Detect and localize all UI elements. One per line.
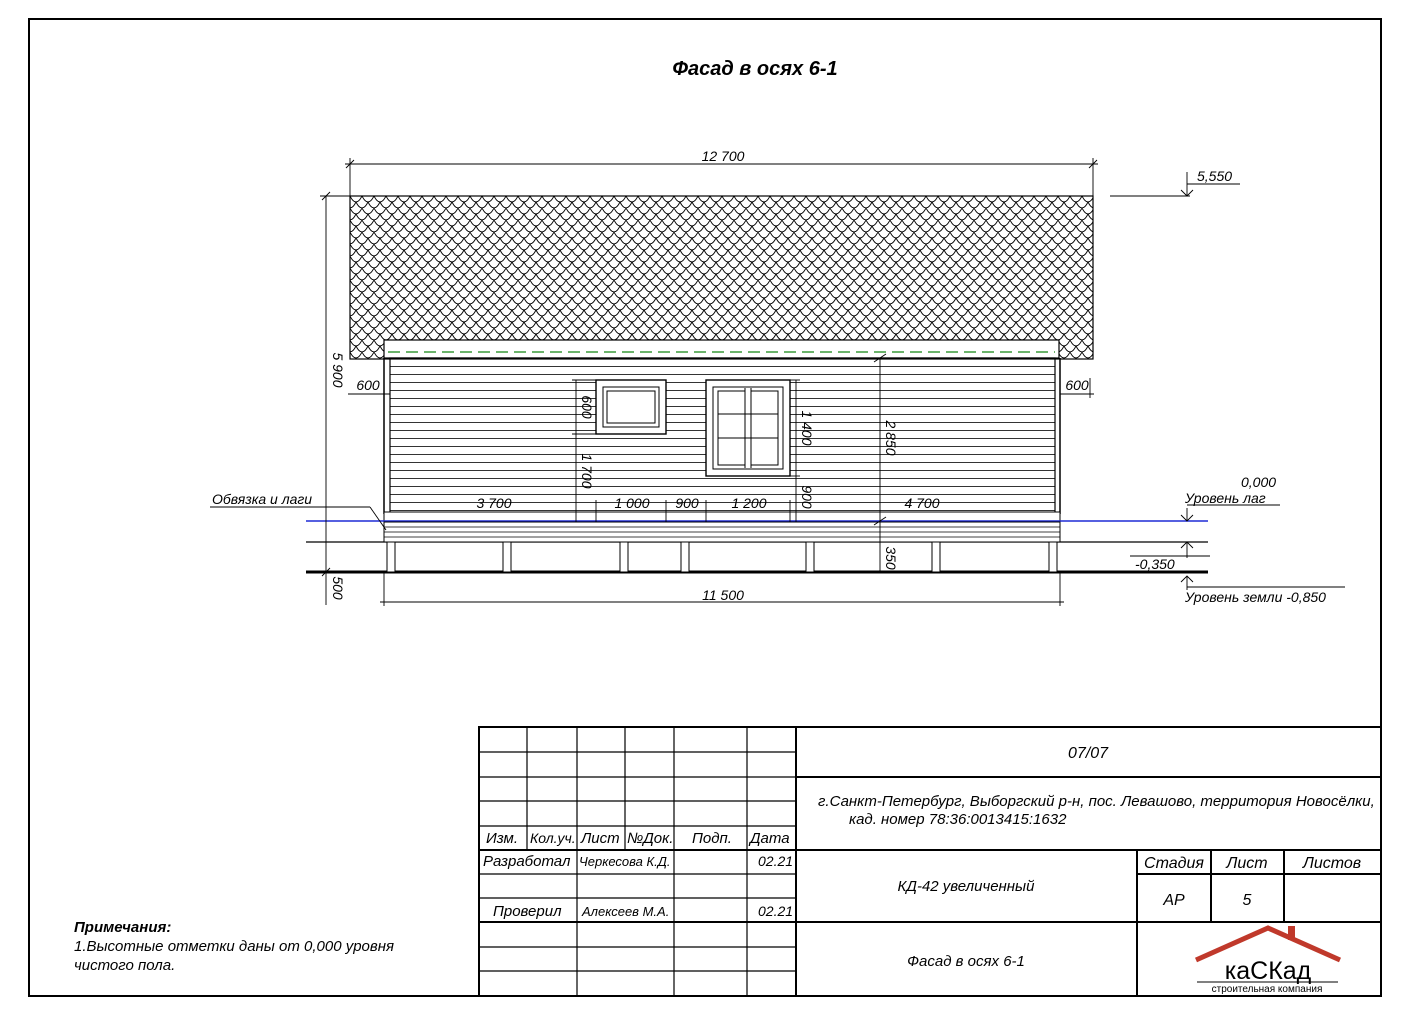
stamp-address1: г.Санкт-Петербург, Выборгский р-н, пос. Левашово, территория Новосёлки,: [818, 793, 1375, 810]
dim-overhang-right: 600: [1065, 377, 1089, 393]
stamp-sheets-label: Листов: [1302, 855, 1362, 872]
stamp-stage: АР: [1163, 892, 1185, 909]
stamp-sheet-no: 07/07: [1067, 745, 1109, 762]
stamp-date: Дата: [750, 830, 790, 847]
level-floor-label: Уровень лаг: [1185, 490, 1266, 506]
window-large: [706, 380, 790, 476]
stamp-stage-label: Стадия: [1144, 855, 1204, 872]
stamp-doc: №Док.: [627, 830, 674, 847]
level-ridge: 5,550: [1197, 168, 1233, 184]
logo-subtitle: строительная компания: [1211, 984, 1323, 995]
stamp-project: КД-42 увеличенный: [897, 878, 1035, 895]
stamp-developed-name: Черкесова К.Д.: [579, 854, 671, 869]
dim-seg3: 900: [675, 495, 699, 511]
dim-seg5: 4 700: [904, 495, 940, 511]
notes-heading: Примечания:: [74, 919, 172, 936]
dim-total-height: 5 900: [330, 352, 346, 388]
dim-window1-sill: 1 700: [579, 453, 595, 489]
notes-line1: 1.Высотные отметки даны от 0,000 уровня: [74, 938, 394, 955]
dim-pile-height: 350: [883, 546, 899, 570]
dim-base-width: 11 500: [702, 587, 744, 603]
window-small: [596, 380, 666, 434]
dim-window1-height: 600: [579, 395, 595, 419]
level-pile-top: -0,350: [1135, 556, 1175, 572]
callout-frame-logs: Обвязка и лаги: [212, 491, 313, 507]
page-title: Фасад в осях 6-1: [672, 58, 838, 80]
dim-roof-width: 12 700: [701, 148, 745, 164]
level-ground: Уровень земли -0,850: [1185, 589, 1326, 605]
stamp-checked-date: 02.21: [758, 903, 794, 919]
notes: [74, 918, 394, 975]
stamp-kol: Кол.уч.: [530, 830, 576, 846]
stamp-list: Лист: [581, 830, 620, 847]
company-logo: [1196, 926, 1340, 995]
logo-roof-icon: [1196, 928, 1340, 960]
dim-foundation-height: 500: [330, 576, 346, 600]
stamp-developed-date: 02.21: [758, 853, 794, 869]
stamp-developed-label: Разработал: [483, 853, 571, 870]
logo-name: каСКад: [1224, 957, 1312, 985]
stamp-sheet: 5: [1242, 892, 1252, 909]
dim-seg4: 1 200: [731, 495, 767, 511]
foundation: [306, 521, 1208, 572]
level-floor-value: 0,000: [1241, 474, 1277, 490]
stamp-checked-label: Проверил: [493, 903, 562, 920]
stamp-drawing-title: Фасад в осях 6-1: [907, 953, 1025, 970]
stamp-checked-name: Алексеев М.А.: [582, 904, 670, 919]
dim-seg2: 1 000: [614, 495, 650, 511]
roof: [350, 196, 1093, 359]
eave-board: [384, 340, 1059, 358]
stamp-address2: кад. номер 78:36:0013415:1632: [849, 811, 1067, 828]
dim-seg1: 3 700: [476, 495, 512, 511]
dim-wall-height: 2 850: [883, 420, 899, 456]
stamp-podp: Подп.: [692, 830, 732, 847]
dim-overhang-left: 600: [356, 377, 380, 393]
stamp-izm: Изм.: [486, 830, 518, 847]
dim-window2-sill: 900: [799, 485, 815, 509]
dim-window2-height: 1 400: [799, 410, 815, 446]
notes-line2: чистого пола.: [74, 957, 176, 974]
stamp-sheet-label: Лист: [1226, 855, 1268, 872]
